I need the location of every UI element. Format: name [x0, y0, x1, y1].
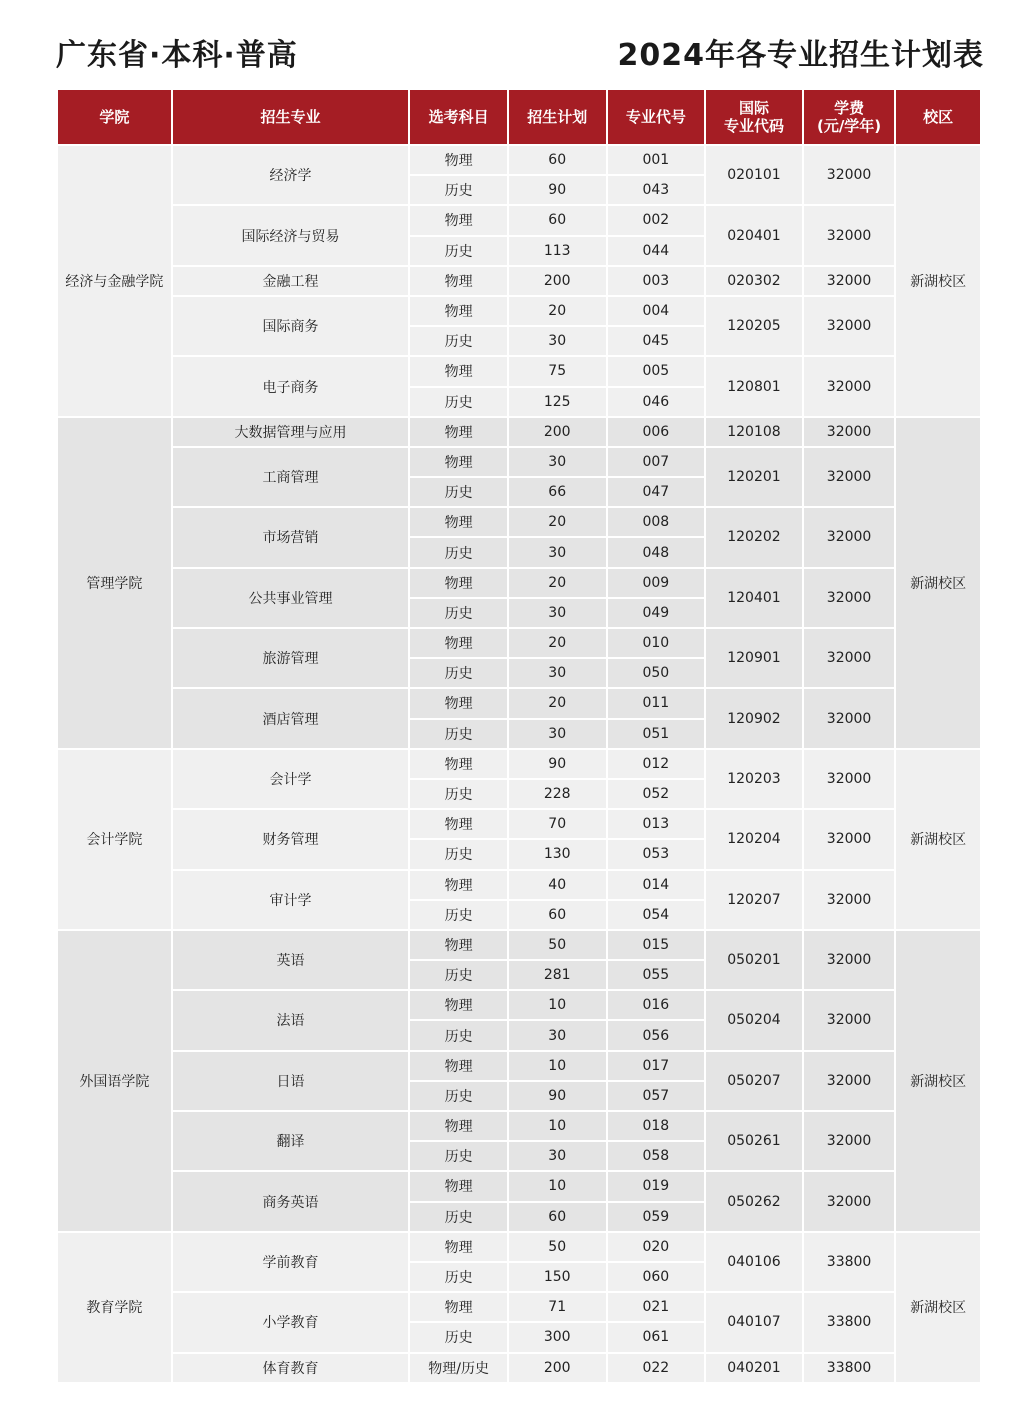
subject-cell: 历史 [410, 1082, 507, 1110]
fee-cell: 32000 [804, 629, 895, 687]
subject-cell: 物理 [410, 1293, 507, 1321]
plan-cell: 90 [509, 750, 606, 778]
subject-cell: 历史 [410, 961, 507, 989]
major-code-cell: 058 [608, 1142, 705, 1170]
intl-code-cell: 040201 [706, 1354, 802, 1382]
major-cell: 公共事业管理 [173, 569, 409, 627]
major-cell: 电子商务 [173, 357, 409, 415]
subject-cell: 物理 [410, 418, 507, 446]
table-row [58, 1112, 980, 1140]
subject-cell: 物理 [410, 1172, 507, 1200]
fee-cell: 33800 [804, 1293, 895, 1351]
plan-cell: 30 [509, 599, 606, 627]
table-row [58, 418, 980, 446]
major-cell: 学前教育 [173, 1233, 409, 1291]
table-row [58, 357, 980, 385]
fee-cell: 32000 [804, 1112, 895, 1170]
campus-cell: 新湖校区 [896, 1233, 980, 1382]
plan-cell: 20 [509, 297, 606, 325]
plan-cell: 281 [509, 961, 606, 989]
plan-cell: 20 [509, 689, 606, 717]
subject-cell: 物理 [410, 1233, 507, 1261]
subject-cell: 历史 [410, 1021, 507, 1049]
fee-cell: 32000 [804, 1172, 895, 1230]
table-row [58, 267, 980, 295]
table-row [58, 569, 980, 597]
fee-cell: 32000 [804, 991, 895, 1049]
major-cell: 财务管理 [173, 810, 409, 868]
college-cell: 教育学院 [58, 1233, 171, 1382]
major-code-cell: 002 [608, 206, 705, 234]
subject-cell: 物理 [410, 508, 507, 536]
plan-cell: 50 [509, 931, 606, 959]
intl-code-cell: 120204 [706, 810, 802, 868]
enrollment-plan-table [56, 88, 982, 1384]
major-code-cell: 056 [608, 1021, 705, 1049]
plan-cell: 130 [509, 840, 606, 868]
major-cell: 会计学 [173, 750, 409, 808]
fee-cell: 32000 [804, 418, 895, 446]
fee-cell: 32000 [804, 297, 895, 355]
major-cell: 法语 [173, 991, 409, 1049]
plan-cell: 300 [509, 1323, 606, 1351]
plan-cell: 20 [509, 508, 606, 536]
fee-cell: 32000 [804, 810, 895, 868]
plan-cell: 66 [509, 478, 606, 506]
major-code-cell: 011 [608, 689, 705, 717]
intl-code-cell: 120203 [706, 750, 802, 808]
plan-cell: 90 [509, 176, 606, 204]
column-header: 国际 专业代码 [706, 90, 802, 144]
major-code-cell: 020 [608, 1233, 705, 1261]
plan-cell: 60 [509, 1203, 606, 1231]
intl-code-cell: 050201 [706, 931, 802, 989]
major-cell: 体育教育 [173, 1354, 409, 1382]
plan-cell: 228 [509, 780, 606, 808]
major-code-cell: 061 [608, 1323, 705, 1351]
plan-cell: 30 [509, 720, 606, 748]
intl-code-cell: 020302 [706, 267, 802, 295]
plan-cell: 10 [509, 1172, 606, 1200]
intl-code-cell: 020401 [706, 206, 802, 264]
major-code-cell: 001 [608, 146, 705, 174]
subject-cell: 物理 [410, 146, 507, 174]
plan-cell: 30 [509, 448, 606, 476]
major-code-cell: 016 [608, 991, 705, 1019]
subject-cell: 历史 [410, 237, 507, 265]
major-code-cell: 053 [608, 840, 705, 868]
fee-cell: 32000 [804, 689, 895, 747]
intl-code-cell: 040106 [706, 1233, 802, 1291]
major-code-cell: 055 [608, 961, 705, 989]
campus-cell: 新湖校区 [896, 931, 980, 1231]
subject-cell: 历史 [410, 1142, 507, 1170]
plan-cell: 20 [509, 629, 606, 657]
table-row [58, 1293, 980, 1321]
plan-cell: 20 [509, 569, 606, 597]
college-cell: 经济与金融学院 [58, 146, 171, 416]
plan-cell: 150 [509, 1263, 606, 1291]
major-code-cell: 052 [608, 780, 705, 808]
fee-cell: 32000 [804, 508, 895, 566]
major-code-cell: 043 [608, 176, 705, 204]
plan-cell: 75 [509, 357, 606, 385]
subject-cell: 物理 [410, 991, 507, 1019]
major-code-cell: 010 [608, 629, 705, 657]
table-row [58, 629, 980, 657]
major-cell: 大数据管理与应用 [173, 418, 409, 446]
intl-code-cell: 120202 [706, 508, 802, 566]
column-header: 专业代号 [608, 90, 705, 144]
subject-cell: 历史 [410, 176, 507, 204]
subject-cell: 历史 [410, 1323, 507, 1351]
plan-cell: 10 [509, 1112, 606, 1140]
plan-cell: 60 [509, 206, 606, 234]
plan-cell: 90 [509, 1082, 606, 1110]
subject-cell: 历史 [410, 720, 507, 748]
major-code-cell: 017 [608, 1052, 705, 1080]
major-code-cell: 005 [608, 357, 705, 385]
plan-cell: 30 [509, 1021, 606, 1049]
major-code-cell: 049 [608, 599, 705, 627]
table-header-row [58, 90, 980, 144]
plan-cell: 60 [509, 901, 606, 929]
subject-cell: 物理 [410, 569, 507, 597]
major-code-cell: 022 [608, 1354, 705, 1382]
subject-cell: 历史 [410, 659, 507, 687]
intl-code-cell: 120902 [706, 689, 802, 747]
campus-cell: 新湖校区 [896, 146, 980, 416]
major-cell: 经济学 [173, 146, 409, 204]
major-cell: 小学教育 [173, 1293, 409, 1351]
subject-cell: 历史 [410, 780, 507, 808]
table-row [58, 750, 980, 778]
fee-cell: 32000 [804, 146, 895, 204]
major-code-cell: 060 [608, 1263, 705, 1291]
major-code-cell: 046 [608, 388, 705, 416]
intl-code-cell: 120205 [706, 297, 802, 355]
subject-cell: 物理 [410, 750, 507, 778]
page-title-left: 广东省·本科·普高 [56, 38, 298, 73]
subject-cell: 历史 [410, 538, 507, 566]
subject-cell: 历史 [410, 840, 507, 868]
intl-code-cell: 120901 [706, 629, 802, 687]
major-code-cell: 018 [608, 1112, 705, 1140]
plan-cell: 200 [509, 418, 606, 446]
table-row [58, 810, 980, 838]
table-row [58, 146, 980, 174]
intl-code-cell: 050261 [706, 1112, 802, 1170]
fee-cell: 32000 [804, 931, 895, 989]
subject-cell: 物理 [410, 810, 507, 838]
subject-cell: 历史 [410, 478, 507, 506]
intl-code-cell: 120201 [706, 448, 802, 506]
plan-cell: 60 [509, 146, 606, 174]
major-code-cell: 012 [608, 750, 705, 778]
table-row [58, 206, 980, 234]
table-row [58, 508, 980, 536]
plan-cell: 200 [509, 267, 606, 295]
major-cell: 金融工程 [173, 267, 409, 295]
table-row [58, 1233, 980, 1261]
fee-cell: 32000 [804, 267, 895, 295]
plan-cell: 200 [509, 1354, 606, 1382]
subject-cell: 历史 [410, 1203, 507, 1231]
column-header: 招生专业 [173, 90, 409, 144]
fee-cell: 32000 [804, 750, 895, 808]
major-code-cell: 021 [608, 1293, 705, 1321]
major-code-cell: 007 [608, 448, 705, 476]
major-code-cell: 044 [608, 237, 705, 265]
table-body [58, 146, 980, 1382]
major-code-cell: 059 [608, 1203, 705, 1231]
subject-cell: 历史 [410, 327, 507, 355]
major-code-cell: 014 [608, 871, 705, 899]
fee-cell: 33800 [804, 1354, 895, 1382]
subject-cell: 物理 [410, 267, 507, 295]
campus-cell: 新湖校区 [896, 418, 980, 748]
major-cell: 日语 [173, 1052, 409, 1110]
table-row [58, 991, 980, 1019]
fee-cell: 32000 [804, 206, 895, 264]
table-row [58, 448, 980, 476]
intl-code-cell: 120207 [706, 871, 802, 929]
major-code-cell: 051 [608, 720, 705, 748]
subject-cell: 物理 [410, 871, 507, 899]
college-cell: 会计学院 [58, 750, 171, 929]
plan-cell: 70 [509, 810, 606, 838]
column-header: 招生计划 [509, 90, 606, 144]
fee-cell: 32000 [804, 569, 895, 627]
major-cell: 旅游管理 [173, 629, 409, 687]
subject-cell: 物理 [410, 1052, 507, 1080]
major-code-cell: 004 [608, 297, 705, 325]
major-cell: 国际商务 [173, 297, 409, 355]
major-cell: 国际经济与贸易 [173, 206, 409, 264]
intl-code-cell: 120401 [706, 569, 802, 627]
subject-cell: 物理/历史 [410, 1354, 507, 1382]
major-code-cell: 013 [608, 810, 705, 838]
subject-cell: 历史 [410, 599, 507, 627]
table-row [58, 1052, 980, 1080]
plan-cell: 10 [509, 991, 606, 1019]
plan-cell: 30 [509, 327, 606, 355]
subject-cell: 物理 [410, 206, 507, 234]
major-code-cell: 050 [608, 659, 705, 687]
plan-cell: 30 [509, 659, 606, 687]
major-code-cell: 057 [608, 1082, 705, 1110]
page-title-right: 2024年各专业招生计划表 [617, 38, 984, 73]
fee-cell: 32000 [804, 1052, 895, 1110]
plan-cell: 30 [509, 538, 606, 566]
subject-cell: 物理 [410, 357, 507, 385]
intl-code-cell: 120108 [706, 418, 802, 446]
column-header: 学院 [58, 90, 171, 144]
column-header: 选考科目 [410, 90, 507, 144]
major-code-cell: 019 [608, 1172, 705, 1200]
intl-code-cell: 050262 [706, 1172, 802, 1230]
major-code-cell: 009 [608, 569, 705, 597]
intl-code-cell: 050207 [706, 1052, 802, 1110]
table-row [58, 1354, 980, 1382]
major-code-cell: 045 [608, 327, 705, 355]
fee-cell: 32000 [804, 448, 895, 506]
table-row [58, 931, 980, 959]
major-cell: 英语 [173, 931, 409, 989]
intl-code-cell: 020101 [706, 146, 802, 204]
major-code-cell: 054 [608, 901, 705, 929]
subject-cell: 物理 [410, 448, 507, 476]
column-header: 学费 (元/学年) [804, 90, 895, 144]
major-code-cell: 006 [608, 418, 705, 446]
subject-cell: 物理 [410, 297, 507, 325]
major-cell: 审计学 [173, 871, 409, 929]
fee-cell: 32000 [804, 357, 895, 415]
campus-cell: 新湖校区 [896, 750, 980, 929]
subject-cell: 物理 [410, 1112, 507, 1140]
subject-cell: 物理 [410, 629, 507, 657]
college-cell: 管理学院 [58, 418, 171, 748]
plan-cell: 30 [509, 1142, 606, 1170]
plan-cell: 71 [509, 1293, 606, 1321]
intl-code-cell: 120801 [706, 357, 802, 415]
subject-cell: 物理 [410, 931, 507, 959]
plan-cell: 40 [509, 871, 606, 899]
major-code-cell: 015 [608, 931, 705, 959]
column-header: 校区 [896, 90, 980, 144]
subject-cell: 历史 [410, 388, 507, 416]
plan-cell: 50 [509, 1233, 606, 1261]
subject-cell: 历史 [410, 901, 507, 929]
fee-cell: 32000 [804, 871, 895, 929]
major-code-cell: 008 [608, 508, 705, 536]
intl-code-cell: 040107 [706, 1293, 802, 1351]
intl-code-cell: 050204 [706, 991, 802, 1049]
table-row [58, 297, 980, 325]
major-cell: 酒店管理 [173, 689, 409, 747]
fee-cell: 33800 [804, 1233, 895, 1291]
major-cell: 翻译 [173, 1112, 409, 1170]
subject-cell: 历史 [410, 1263, 507, 1291]
table-row [58, 689, 980, 717]
college-cell: 外国语学院 [58, 931, 171, 1231]
major-code-cell: 048 [608, 538, 705, 566]
major-code-cell: 003 [608, 267, 705, 295]
major-cell: 工商管理 [173, 448, 409, 506]
plan-cell: 10 [509, 1052, 606, 1080]
major-cell: 市场营销 [173, 508, 409, 566]
table-row [58, 871, 980, 899]
plan-cell: 113 [509, 237, 606, 265]
plan-cell: 125 [509, 388, 606, 416]
subject-cell: 物理 [410, 689, 507, 717]
major-code-cell: 047 [608, 478, 705, 506]
major-cell: 商务英语 [173, 1172, 409, 1230]
table-row [58, 1172, 980, 1200]
